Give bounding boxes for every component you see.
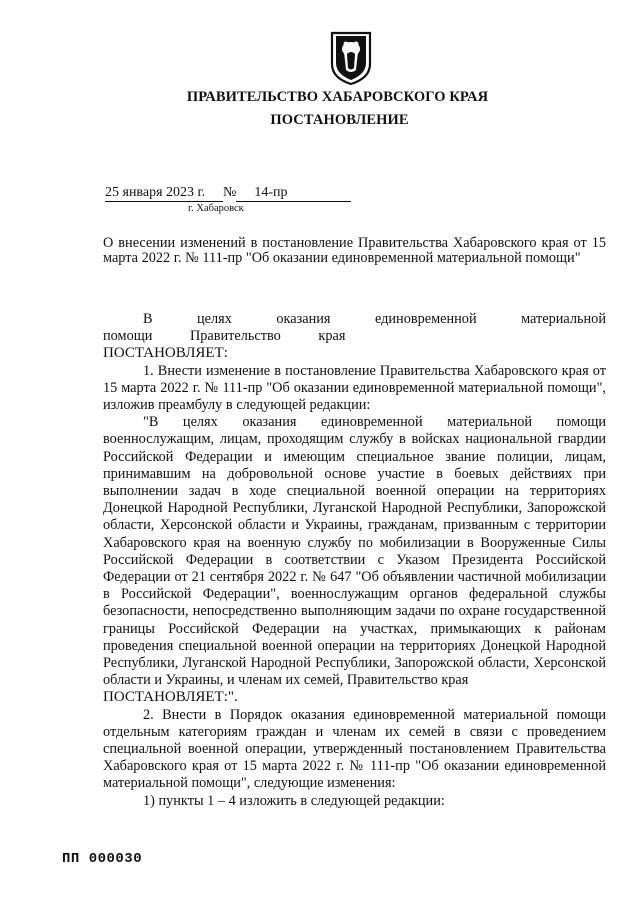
quoted-resolves: ПОСТАНОВЛЯЕТ:". xyxy=(103,689,238,706)
date-number-line xyxy=(105,185,351,202)
number-label: № xyxy=(223,185,237,200)
document-body xyxy=(103,311,606,810)
item-1: 1. Внести изменение в постановление Правительства Хабаровского края от 15 марта 2022 г. № 111-пр "Об оказании единовременной материальной помощи", изложив преамбулу в следующей редакции: xyxy=(103,362,606,414)
item-2: 2. Внести в Порядок оказания единовременной материальной помощи отдельным категориям граждан и членам их семей в связи с проведением специальной военной операции, утвержденный постановлением Правительства Хабаровского края от 15 марта 2022 г. № 111-пр "Об оказании единовременной материальной помощи", следующие изменения: xyxy=(103,706,606,792)
document-date: 25 января 2023 г. xyxy=(105,185,223,202)
coat-of-arms-icon xyxy=(329,30,373,86)
resolves-heading: ПОСТАНОВЛЯЕТ: xyxy=(103,345,228,362)
organization-title: ПРАВИТЕЛЬСТВО ХАБАРОВСКОГО КРАЯ xyxy=(186,89,489,105)
item-2-subitem-1: 1) пункты 1 – 4 изложить в следующей редакции: xyxy=(143,792,445,809)
form-code: ПП 000030 xyxy=(62,851,143,867)
document-type-title: ПОСТАНОВЛЕНИЕ xyxy=(270,112,409,128)
document-number: 14-пр xyxy=(236,185,351,202)
quoted-preamble: "В целях оказания единовременной материальной помощи военнослужащим, лицам, проходящим службу в войсках национальной гвардии Российской Федерации и имеющим специальное звание полиции, лицам, принимавшим на добровольной основе участие в боевых действиях при выполнении задач в ходе специальной военной операции на территориях Донецкой Народной Республики, Луганской Народной Республики, Запорожской области, Херсонской области и Украины, гражданам, призванным с территории Хабаровского края на военную службу по мобилизации в Вооруженные Силы Российской Федерации в соответствии с Указом Президента Российской Федерации от 21 сентября 2022 г. № 647 "Об объявлении частичной мобилизации в Российской Федерации", военнослужащим органов федеральной службы безопасности, непосредственно выполняющим задачи по охране государственной границы Российской Федерации на участках, примыкающих к районам проведения специальной военной операции на территориях Донецкой Народной Республики, Луганской Народной Республики, Запорожской области, Херсонской области и Украины, и членам их семей, Правительство края xyxy=(103,414,606,689)
intro-paragraph: В целях оказания единовременной материальной помощи Правительство края xyxy=(103,311,606,345)
city-label: г. Хабаровск xyxy=(188,203,244,214)
document-subject: О внесении изменений в постановление Правительства Хабаровского края от 15 марта 2022 г. № 111-пр "Об оказании единовременной материальной помощи" xyxy=(103,235,606,266)
